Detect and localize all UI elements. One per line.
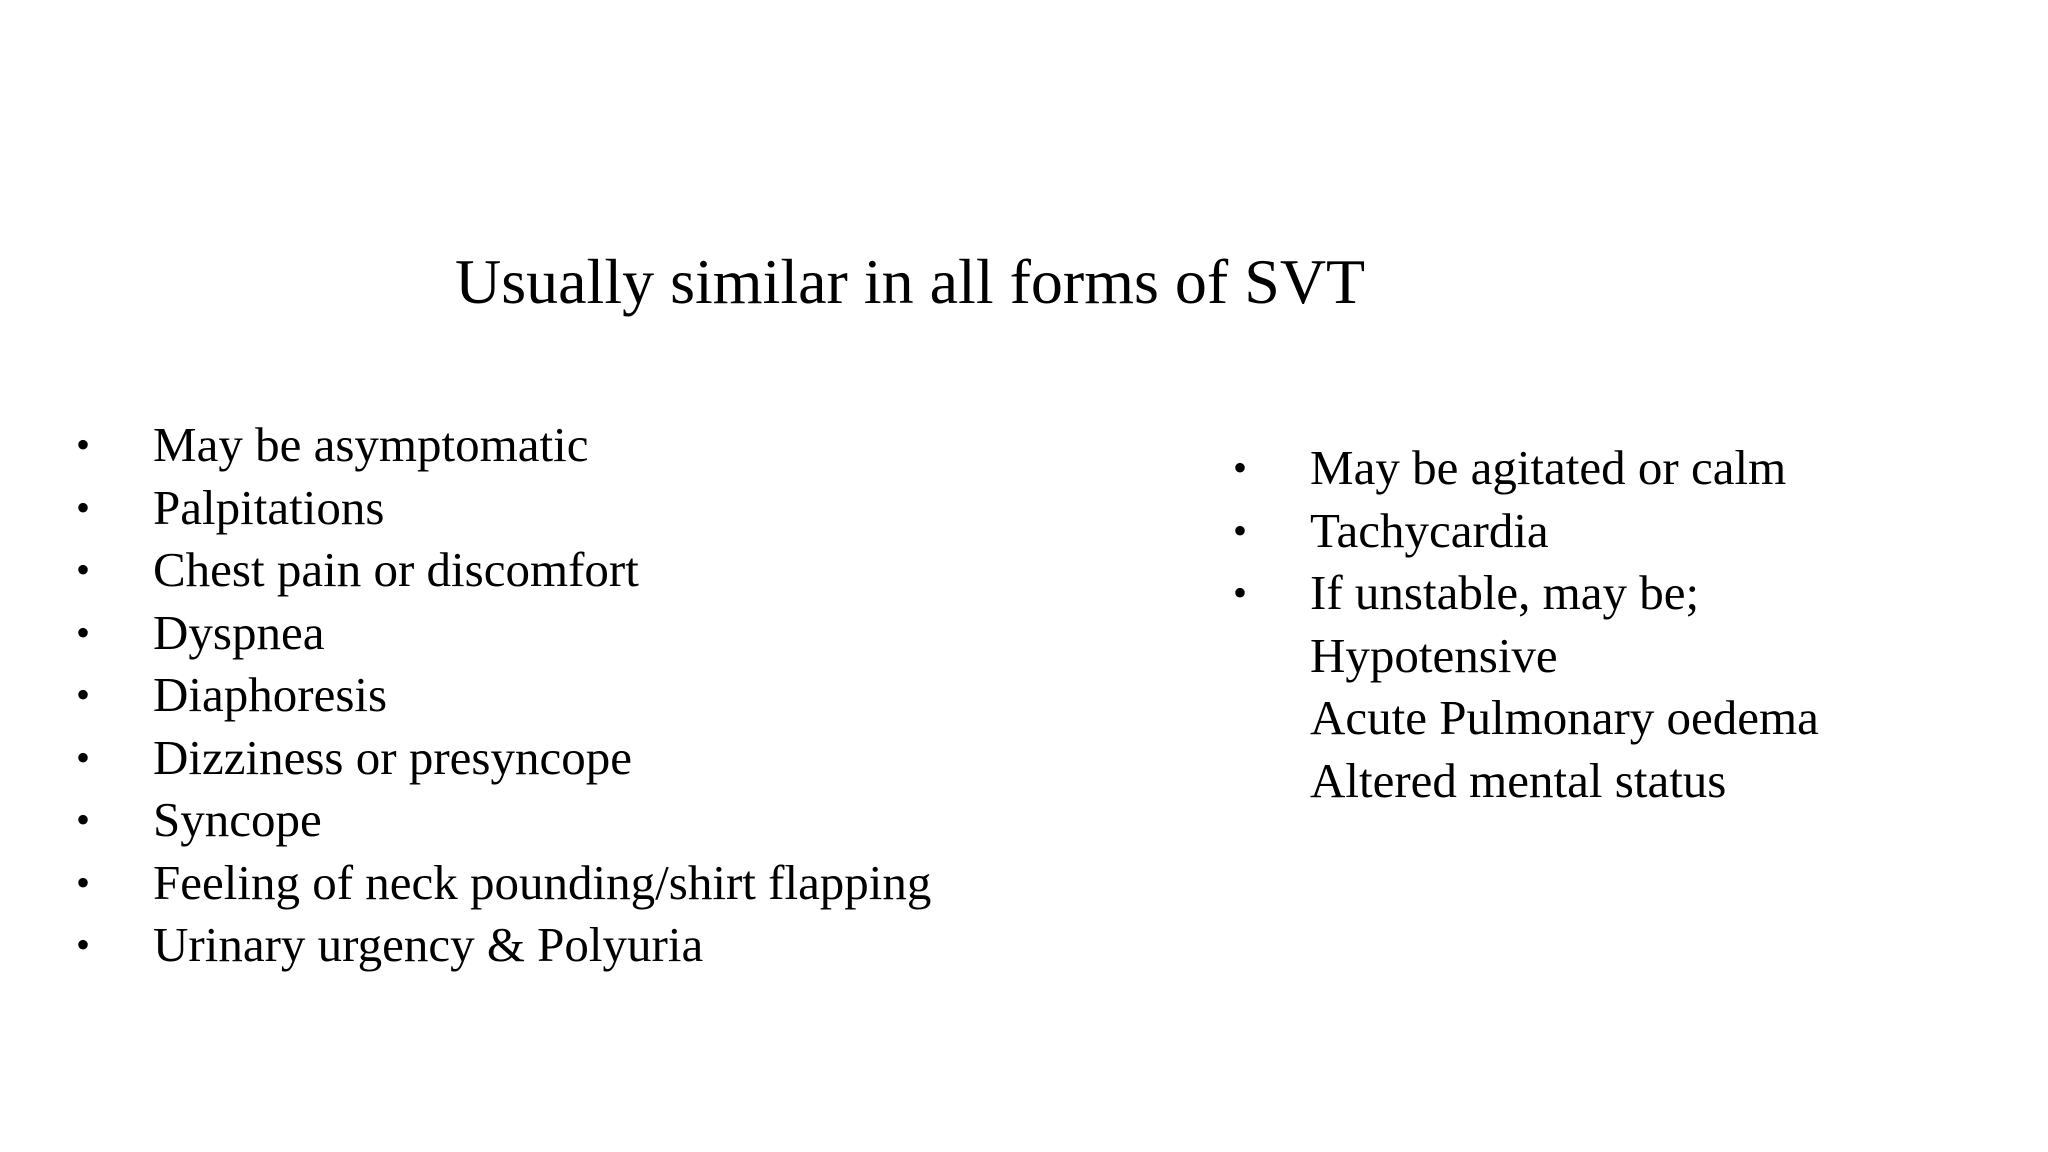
bullet-icon: • bbox=[76, 672, 91, 717]
bullet-icon: • bbox=[76, 484, 91, 530]
list-item-text: Urinary urgency & Polyuria bbox=[153, 917, 704, 972]
bullet-icon: • bbox=[1233, 507, 1248, 553]
sub-line: Hypotensive bbox=[1310, 627, 1558, 683]
bullet-icon: • bbox=[76, 547, 91, 592]
sub-line: Acute Pulmonary oedema bbox=[1310, 690, 1819, 745]
list-item-text: Feeling of neck pounding/shirt flapping bbox=[153, 854, 932, 910]
list-item-text: Diaphoresis bbox=[153, 667, 388, 722]
list-item-text: Dizziness or presyncope bbox=[153, 729, 632, 785]
bullet-icon: • bbox=[76, 859, 91, 905]
list-item bbox=[76, 664, 1076, 727]
bullet-icon: • bbox=[76, 734, 91, 780]
slide-title: Usually similar in all forms of SVT bbox=[455, 246, 1366, 317]
list-item bbox=[76, 789, 1076, 852]
list-item bbox=[1233, 562, 1933, 625]
list-item bbox=[76, 414, 1076, 477]
bullet-icon: • bbox=[1233, 445, 1248, 490]
list-item-text: Chest pain or discomfort bbox=[153, 542, 639, 597]
bullet-icon: • bbox=[76, 609, 91, 655]
bullet-icon: • bbox=[1233, 570, 1248, 615]
list-item-text: Syncope bbox=[153, 792, 322, 847]
sub-line: Altered mental status bbox=[1310, 752, 1727, 808]
right-sign-list bbox=[1233, 437, 1933, 625]
bullet-icon: • bbox=[76, 922, 91, 967]
unstable-signs-list bbox=[1310, 625, 1819, 813]
list-item-text: May be asymptomatic bbox=[153, 417, 589, 472]
list-item bbox=[1233, 500, 1933, 563]
list-item bbox=[76, 727, 1076, 790]
list-item-text: Tachycardia bbox=[1310, 502, 1549, 558]
bullet-icon: • bbox=[76, 797, 91, 842]
list-item-text: Dyspnea bbox=[153, 604, 325, 660]
list-item-text: Palpitations bbox=[153, 479, 385, 535]
list-item bbox=[76, 914, 1076, 977]
list-item-text: If unstable, may be; bbox=[1310, 565, 1700, 620]
list-item bbox=[1233, 437, 1933, 500]
list-item bbox=[76, 852, 1076, 915]
list-item bbox=[76, 602, 1076, 665]
list-item bbox=[76, 477, 1076, 540]
list-item-text: May be agitated or calm bbox=[1310, 440, 1787, 495]
list-item bbox=[76, 539, 1076, 602]
bullet-icon: • bbox=[76, 422, 91, 467]
left-symptom-list bbox=[76, 414, 1076, 977]
